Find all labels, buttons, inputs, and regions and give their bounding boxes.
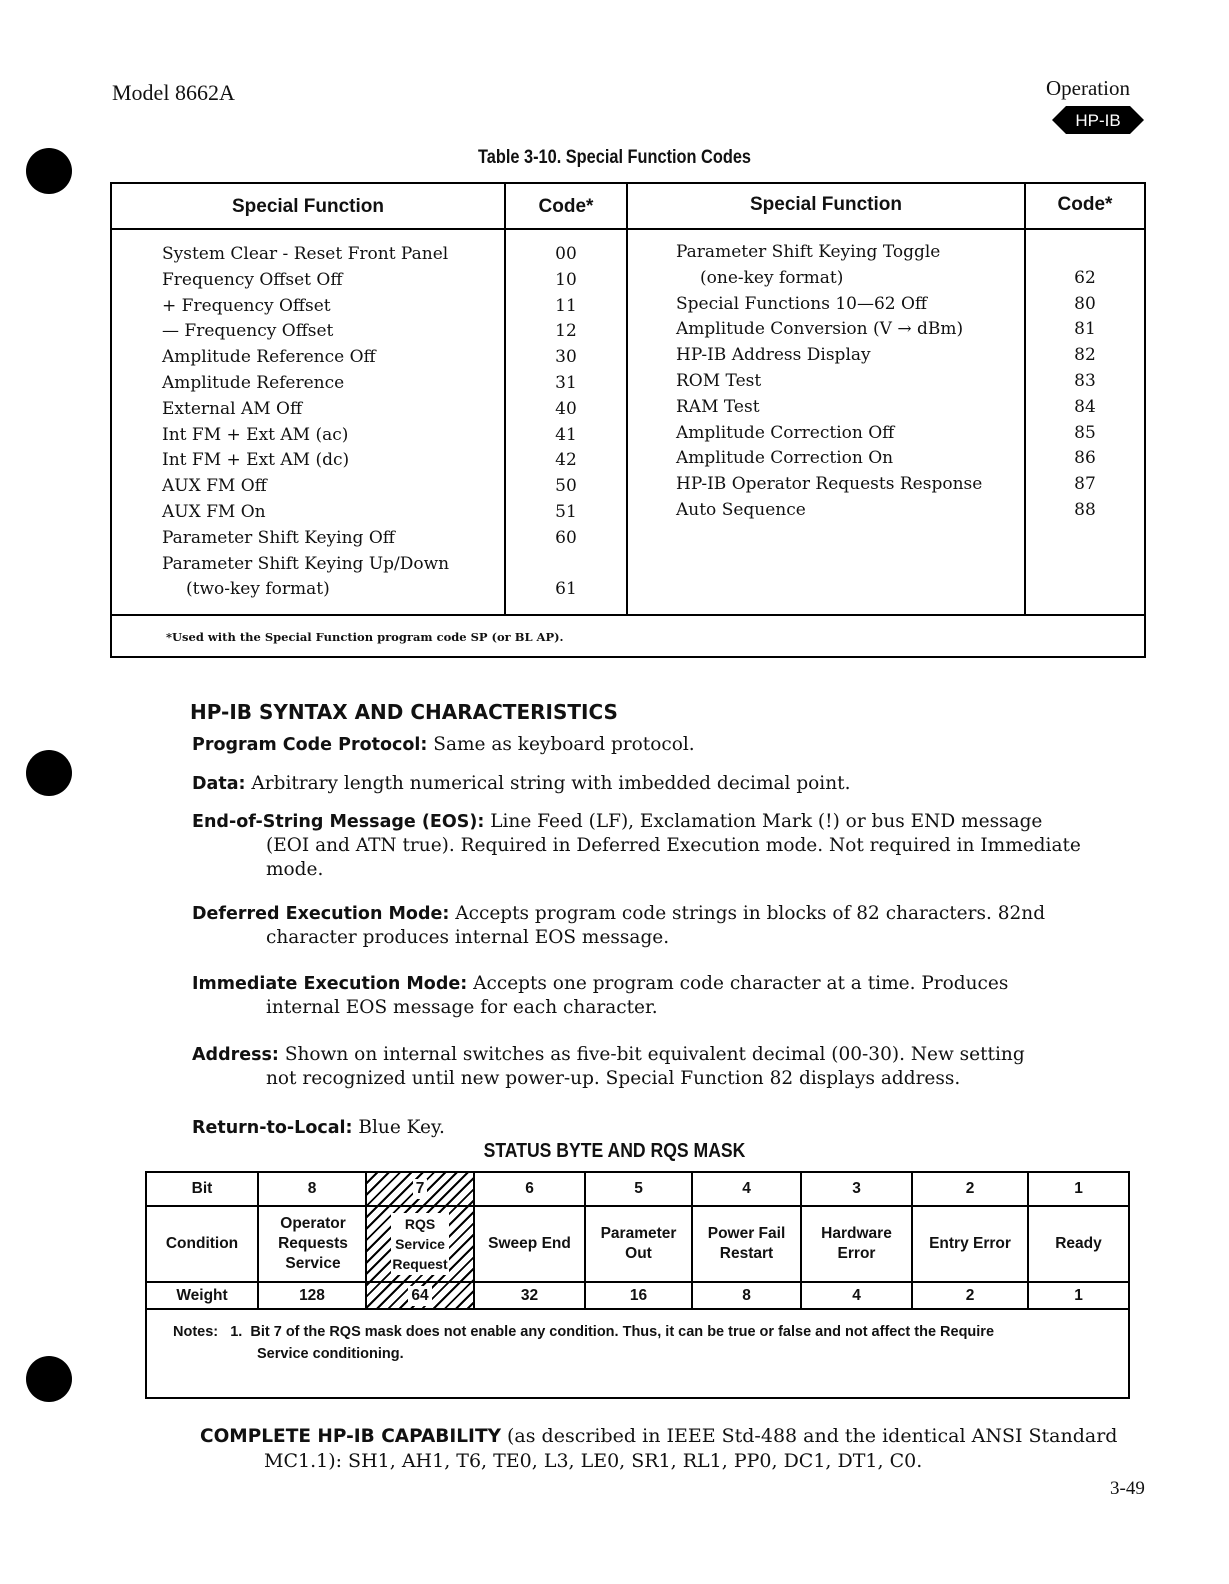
condition-value: Sweep End [488,1235,571,1252]
list-item: Amplitude Correction Off [676,422,895,443]
list-item: Int FM + Ext AM (dc) [162,450,350,471]
syntax-item [192,772,1122,796]
code-value: 41 [555,424,577,445]
section-heading: HP-IB SYNTAX AND CHARACTERISTICS [190,700,618,724]
syntax-text-cont: character produces internal EOS message. [266,927,670,948]
bit-value: 1 [1074,1180,1083,1197]
table-footnote: *Used with the Special Function program code SP (or BL AP). [166,630,564,644]
condition-value: Entry Error [929,1235,1011,1252]
list-item: ROM Test [676,370,762,391]
status-byte-table [145,1171,1130,1399]
left-function-list [162,242,502,603]
code-value: 51 [555,501,577,522]
code-value: 82 [1074,345,1096,366]
syntax-text: Shown on internal switches as five-bit equivalent decimal (00-30). New setting [284,1044,1025,1065]
code-value [506,552,626,578]
hpib-badge [1052,106,1144,134]
code-value: 50 [555,476,577,497]
code-value: 61 [555,579,577,600]
weight-value [367,1283,473,1309]
code-value: 31 [555,372,577,393]
punch-hole [26,148,72,194]
weight-value: 128 [299,1287,325,1304]
weight-value: 2 [965,1287,975,1304]
bit-value [367,1173,473,1205]
list-item: HP-IB Operator Requests Response [676,474,983,495]
syntax-term: Data: [192,774,246,794]
list-item: Parameter Shift Keying Toggle [676,242,941,262]
list-item: External AM Off [162,398,303,419]
code-value: 62 [1074,267,1096,288]
code-value: 86 [1074,448,1096,469]
col-header-code: Code* [1057,194,1113,215]
syntax-item [192,810,1122,882]
syntax-term: End-of-String Message (EOS): [192,812,485,832]
list-item: Parameter Shift Keying Off [162,527,395,548]
bit-7-label: 7 [413,1179,428,1199]
syntax-item [192,1043,1122,1091]
syntax-text-cont: (EOI and ATN true). Required in Deferred Execution mode. Not required in Immediate mode. [266,835,1081,880]
list-item: (two-key format) [186,579,330,600]
code-value: 00 [555,244,577,264]
code-value: 83 [1074,370,1096,391]
right-function-list [676,240,1022,524]
weight-value: 8 [742,1287,751,1304]
list-item: RAM Test [676,396,760,417]
code-value: 81 [1074,319,1096,340]
status-byte-title: STATUS BYTE AND RQS MASK [483,1140,746,1162]
col-header-function: Special Function [231,196,385,217]
list-item: + Frequency Offset [162,295,331,316]
code-value: 40 [555,398,577,419]
left-code-list [506,242,626,603]
syntax-item [192,972,1122,1020]
list-item: Int FM + Ext AM (ac) [162,424,349,445]
code-value: 88 [1074,499,1096,520]
row-label-condition: Condition [165,1235,239,1252]
list-item: Special Functions 10—62 Off [676,293,927,314]
syntax-text: Arbitrary length numerical string with imbedded decimal point. [251,773,851,794]
capability-text: (as described in IEEE Std-488 and the identical ANSI Standard [507,1425,1118,1447]
weight-value: 1 [1074,1287,1083,1304]
list-item: Auto Sequence [676,499,806,520]
code-value: 10 [555,269,577,290]
weight-value: 32 [520,1287,539,1304]
col-header-function: Special Function [749,194,903,215]
code-value: 30 [555,347,577,368]
col-header-code: Code* [538,196,594,217]
syntax-text-cont: not recognized until new power-up. Special Function 82 displays address. [266,1068,961,1089]
condition-value: Operator Requests Service [278,1215,348,1272]
capability-paragraph [200,1424,1160,1474]
weight-value: 4 [852,1287,861,1304]
syntax-text: Same as keyboard protocol. [433,734,695,755]
model-label: Model 8662A [112,80,235,105]
condition-value: Power Fail Restart [707,1225,786,1262]
list-item: — Frequency Offset [162,321,334,342]
list-item: System Clear - Reset Front Panel [162,244,449,264]
list-item: Amplitude Reference [162,372,345,393]
code-value: 12 [555,321,577,342]
list-item: Amplitude Conversion (V → dBm) [676,319,964,340]
code-value [1026,240,1144,266]
code-value: 87 [1074,474,1096,495]
status-notes [173,1321,994,1365]
code-value: 84 [1074,396,1096,417]
syntax-term: Deferred Execution Mode: [192,904,450,924]
code-value: 11 [555,295,577,316]
note-number: 1. [230,1324,243,1340]
list-item: AUX FM Off [162,476,267,497]
bit-value: 6 [525,1180,534,1197]
syntax-item [192,1116,1122,1140]
condition-value: Hardware Error [821,1225,892,1262]
notes-label: Notes: [173,1324,219,1340]
list-item: (one-key format) [700,267,844,288]
syntax-term: Address: [192,1045,279,1065]
syntax-text: Line Feed (LF), Exclamation Mark (!) or bus END message [490,811,1043,832]
capability-cont: MC1.1): SH1, AH1, T6, TE0, L3, LE0, SR1, RL1, PP0, DC1, DT1, C0. [264,1450,923,1472]
list-item: HP-IB Address Display [676,345,871,366]
bit-value: 3 [852,1180,861,1197]
list-item: AUX FM On [162,501,266,522]
punch-hole [26,1356,72,1402]
capability-term: COMPLETE HP-IB CAPABILITY [200,1426,501,1447]
code-value: 60 [555,527,577,548]
list-item: Amplitude Reference Off [162,347,376,368]
list-item: Parameter Shift Keying Up/Down [162,553,450,574]
weight-7-label: 64 [408,1286,431,1306]
bit-value: 2 [965,1180,975,1197]
code-value: 80 [1074,293,1096,314]
bit-value: 5 [634,1180,643,1197]
page-number: 3-49 [1110,1478,1145,1499]
note-text: Bit 7 of the RQS mask does not enable any condition. Thus, it can be true or false and not affect the Require [250,1324,995,1340]
bit-value: 4 [742,1180,751,1197]
hpib-badge-text: HP-IB [1075,111,1121,130]
table-title: Table 3-10. Special Function Codes [477,147,751,168]
syntax-text: Accepts program code strings in blocks of 82 characters. 82nd [455,903,1046,924]
syntax-term: Return-to-Local: [192,1118,353,1138]
weight-value: 16 [629,1287,648,1304]
syntax-item [192,902,1122,950]
code-value: 42 [555,450,577,471]
note-text-cont: Service conditioning. [257,1346,404,1362]
code-value: 85 [1074,422,1096,443]
row-label-weight: Weight [176,1287,228,1304]
condition-value: Parameter Out [600,1225,677,1262]
syntax-text: Blue Key. [358,1117,445,1138]
bit-value: 8 [307,1180,317,1197]
right-code-list [1026,240,1144,524]
section-label: Operation [1046,76,1130,100]
special-function-table [110,182,1146,658]
list-item: Frequency Offset Off [162,269,343,290]
list-item: Amplitude Correction On [676,448,894,469]
syntax-text: Accepts one program code character at a time. Produces [473,973,1009,994]
row-label-bit: Bit [191,1180,213,1197]
syntax-text-cont: internal EOS message for each character. [266,997,658,1018]
condition-value: Ready [1055,1235,1102,1252]
syntax-term: Immediate Execution Mode: [192,974,468,994]
punch-hole [26,750,72,796]
condition-value: RQS Service Request [391,1213,449,1275]
syntax-item [192,733,1122,757]
syntax-term: Program Code Protocol: [192,735,428,755]
